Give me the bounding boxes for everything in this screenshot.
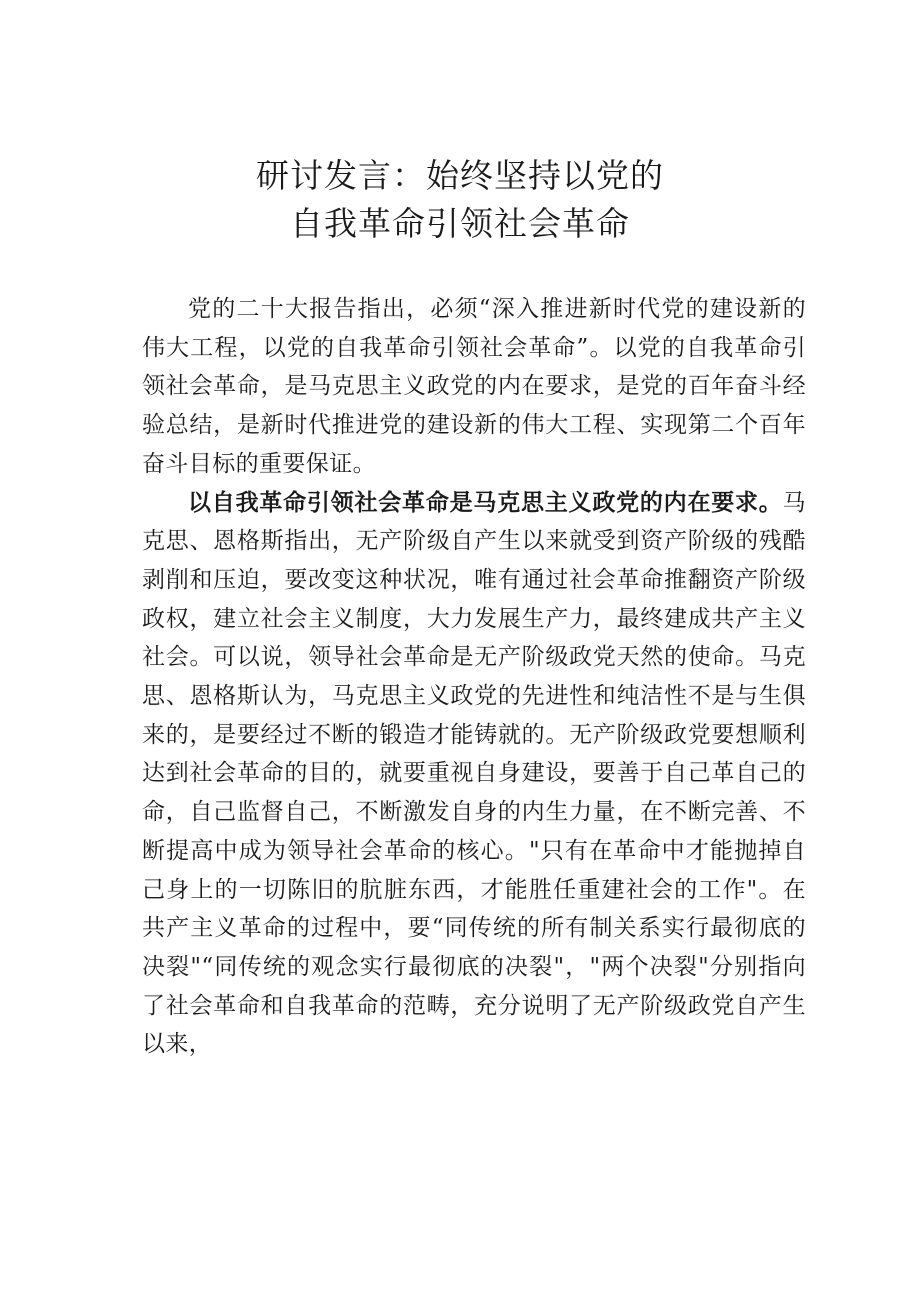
paragraph-lead: 以自我革命引领社会革命是马克思主义政党的内在要求。 [188,488,783,516]
document-title [0,152,920,248]
document-body [142,290,806,1064]
paragraph-text: 马克思、恩格斯指出，无产阶级自产生以来就受到资产阶级的残酷剥削和压迫，要改变这种状况，唯有通过社会革命推翻资产阶级政权，建立社会主义制度，大力发展生产力，最终建成共产主义社会。可以说，领导社会革命是无产阶级政党天然的使命。马克思、恩格斯认为，马克思主义政党的先进性和纯洁性不是与生俱来的，是要经过不断的锻造才能铸就的。无产阶级政党要想顺利达到社会革命的目的，就要重视自身建设，要善于自己革自己的命，自己监督自己，不断激发自身的内生力量，在不断完善、不断提高中成为领导社会革命的核心。"只有在革命中才能抛掉自己身上的一切陈旧的肮脏东西，才能胜任重建社会的工作"。在共产主义革命的过程中，要“同传统的所有制关系实行最彻底的决裂"“同传统的观念实行最彻底的决裂"，"两个决裂"分别指向了社会革命和自我革命的范畴，充分说明了无产阶级政党自产生以来， [142,489,806,1058]
title-line-1: 研讨发言：始终坚持以党的 [256,156,664,195]
paragraph-inner-requirement [142,484,806,1065]
title-line-2: 自我革命引领社会革命 [290,204,630,243]
paragraph-intro [142,290,806,484]
paragraph-text: 党的二十大报告指出，必须“深入推进新时代党的建设新的伟大工程，以党的自我革命引领社会革命”。以党的自我革命引领社会革命，是马克思主义政党的内在要求，是党的百年奋斗经验总结，是新时代推进党的建设新的伟大工程、实现第二个百年奋斗目标的重要保证。 [142,296,806,477]
